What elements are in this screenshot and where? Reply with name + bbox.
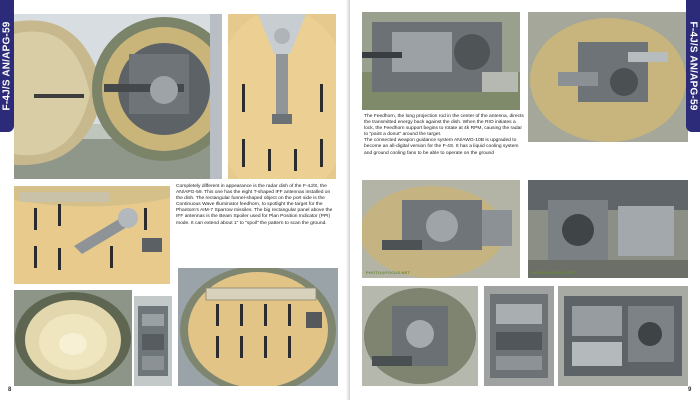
photo-credit: PHOTO@FOCUS.NET (366, 270, 411, 275)
photo-radar-wiring (484, 286, 554, 386)
photo-radome-interior (14, 290, 132, 386)
chapter-tab-left (0, 0, 14, 132)
photo-radar-side (134, 296, 172, 386)
photo-dish-face (228, 14, 336, 179)
photo-radar-unit (362, 12, 520, 110)
caption-right (364, 114, 524, 176)
photo-dish-feedhorn (14, 186, 170, 284)
photo-beam-spoiler (178, 268, 338, 386)
photo-radar-electronics (528, 180, 688, 278)
photo-dish-mechanism (362, 286, 478, 386)
chapter-tab-label: F-4J/S AN/APG-59 (1, 21, 13, 111)
page-number-right: 9 (688, 387, 692, 393)
caption-left (176, 184, 336, 264)
caption-right-para2: The connected weapon guidance system AN/AWG-10B is upgraded to become an all-digital version for the F-4S. It has a liquid cooling system and ground cooling fans to be able to operate on the ground (364, 138, 519, 156)
caption-left-text: Completely different in appearance is the radar dish of the F-4J/S, the AN/APG-59. This one has the eight T-shaped IFF antennas installed on the dish. The rectangular funnel-shaped object on the port side is the Continuous Wave Illuminator feedhorn, to spotlight the target for the Phantom's AIM-7 Sparrow missiles. The big rectangular panel above the IFF antennas is the Beam Spoiler used for Plan Position Indicator (PPI) mode. It can extend about 1" to "spoil" the pattern to scan the ground. (176, 184, 333, 226)
photo-credit: PHOTO@FOCUS.NET (532, 270, 577, 275)
photo-feedhorn-assembly (362, 180, 520, 278)
right-page (350, 0, 700, 400)
chapter-tab-label: F-4J/S AN/APG-59 (687, 21, 699, 111)
photo-radome-open (14, 14, 222, 179)
photo-radar-chassis (558, 286, 688, 386)
caption-right-para1: The Feedhorn, the long projection rod in the center of the antenna, directs the transmitted energy back against the dish. When the RIO initiates a lock, the Feedhorn support begins to rotate at 4k RPM, causing the radar to "paint a donut" around the target. (364, 114, 524, 138)
photo-dish-rear (528, 12, 688, 142)
chapter-tab-right (686, 0, 700, 132)
page-number-left: 8 (8, 387, 12, 393)
